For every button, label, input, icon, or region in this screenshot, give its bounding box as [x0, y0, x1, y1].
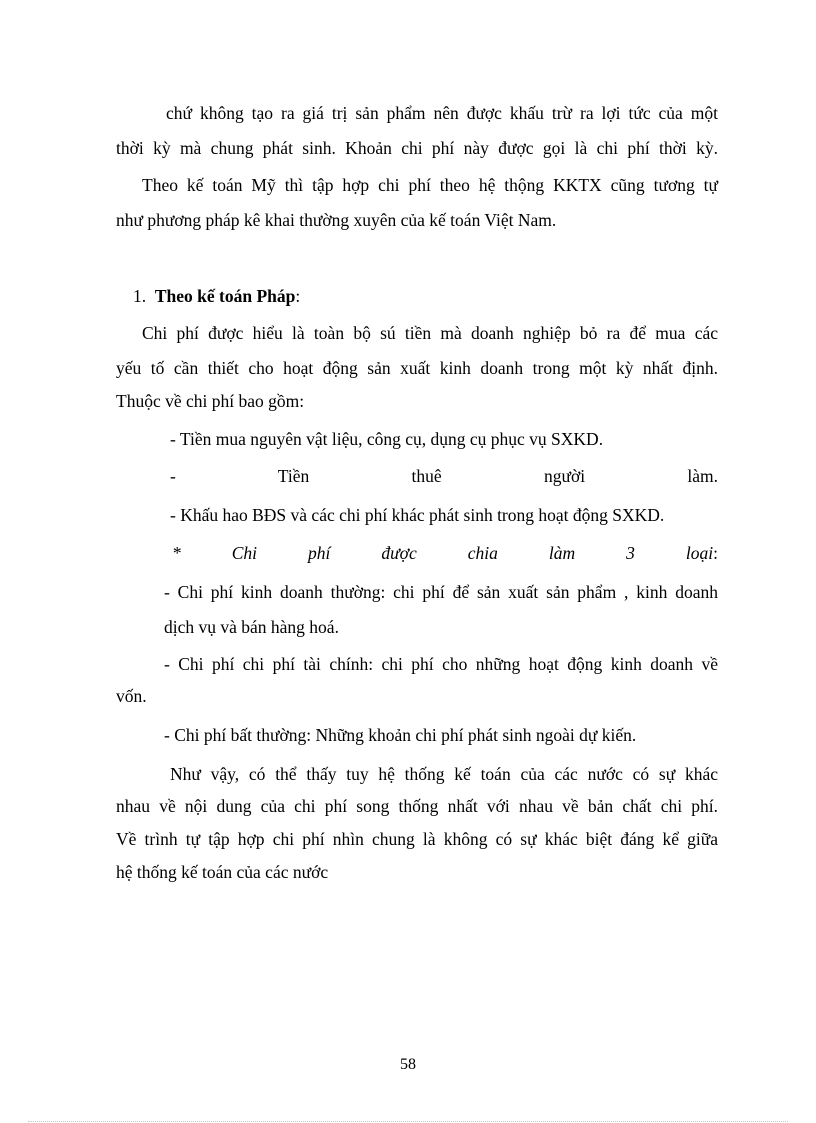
list-item: - Tiền mua nguyên vật liệu, công cụ, dụng cụ phục vụ SXKD. [170, 429, 604, 449]
page-bottom-divider [28, 1121, 788, 1122]
list-item: - Chi phí chi phí tài chính: chi phí cho những hoạt động kinh doanh về [164, 654, 718, 674]
paragraph-line: Thuộc về chi phí bao gồm: [116, 391, 305, 411]
paragraph-line: Chi phí được hiểu là toàn bộ sú tiền mà doanh nghiệp bỏ ra để mua các [142, 323, 718, 343]
list-item: dịch vụ và bán hàng hoá. [164, 617, 339, 637]
italic-subheading: * Chi phí được chia làm 3 loại: [172, 543, 718, 563]
section-title: Theo kế toán Pháp [154, 286, 296, 306]
list-item: - Khấu hao BĐS và các chi phí khác phát sinh trong hoạt động SXKD. [170, 505, 665, 525]
paragraph-line: hệ thống kế toán của các nước [116, 862, 329, 882]
paragraph-line: thời kỳ mà chung phát sinh. Khoản chi phí này được gọi là chi phí thời kỳ. [116, 138, 718, 158]
section-number: 1. [133, 286, 147, 306]
paragraph-line: Về trình tự tập hợp chi phí nhìn chung là không có sự khác biệt đáng kể giữa [116, 829, 718, 849]
list-item: vốn. [116, 686, 147, 706]
paragraph-line: Như vậy, có thể thấy tuy hệ thống kế toán của các nước có sự khác [170, 764, 718, 784]
paragraph-line: yếu tố cần thiết cho hoạt động sản xuất kinh doanh trong một kỳ nhất định. [116, 358, 718, 378]
paragraph-line: như phương pháp kê khai thường xuyên của kế toán Việt Nam. [116, 210, 557, 230]
list-item: - Tiền thuê người làm. [170, 466, 718, 486]
section-heading [133, 284, 433, 308]
paragraph-line: nhau về nội dung của chi phí song thống nhất với nhau về bản chất chi phí. [116, 796, 718, 816]
section-colon: : [295, 286, 301, 306]
paragraph-line: chứ không tạo ra giá trị sản phẩm nên được khấu trừ ra lợi tức của một [166, 103, 718, 123]
paragraph-line: Theo kế toán Mỹ thì tập hợp chi phí theo hệ thộng KKTX cũng tương tự [142, 175, 718, 195]
list-item: - Chi phí bất thường: Những khoản chi phí phát sinh ngoài dự kiến. [164, 725, 637, 745]
page-number: 58 [400, 1056, 416, 1073]
list-item: - Chi phí kinh doanh thường: chi phí để sản xuất sản phẩm , kinh doanh [164, 582, 718, 602]
